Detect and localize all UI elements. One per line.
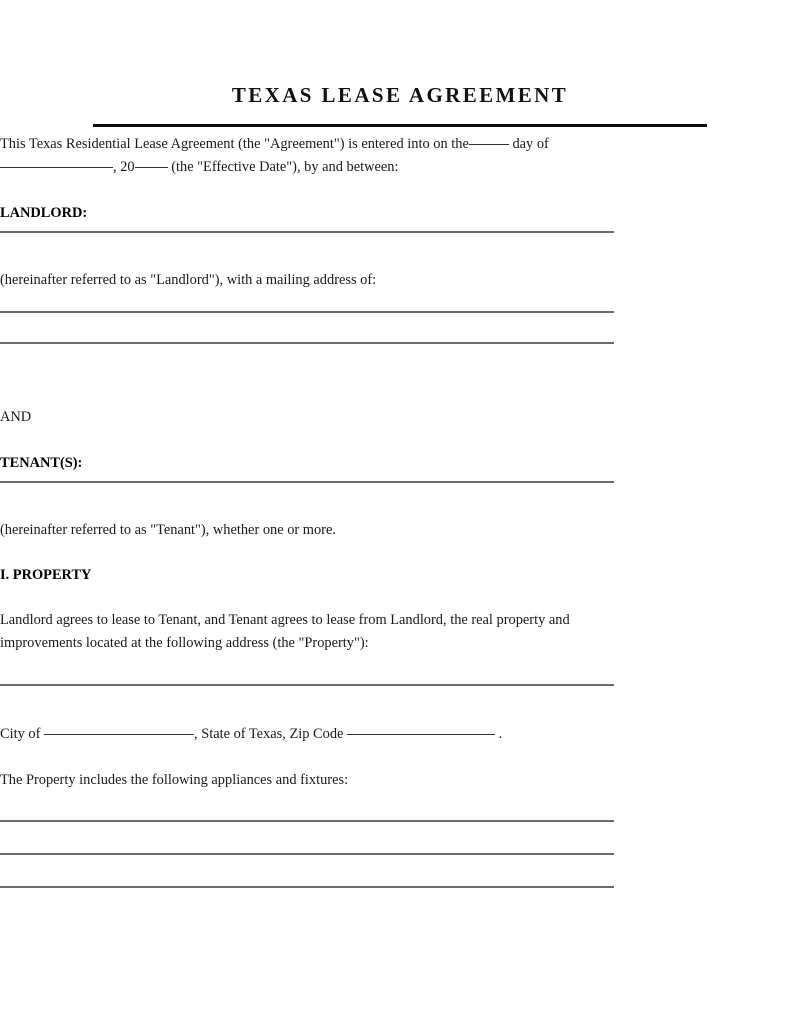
state-zip-label: , State of Texas, Zip Code xyxy=(194,726,344,742)
property-address-blank-line[interactable] xyxy=(0,684,614,686)
city-label: City of xyxy=(0,726,41,742)
property-heading: I. PROPERTY xyxy=(0,567,92,583)
tenant-heading: TENANT(S): xyxy=(0,455,83,471)
day-blank-field[interactable] xyxy=(469,144,509,145)
document-sheet xyxy=(93,0,707,127)
landlord-address-rule-2-wrap xyxy=(0,342,614,344)
tenant-section xyxy=(0,453,614,473)
property-paragraph-line-1: Landlord agrees to lease to Tenant, and Tenant agrees to lease from Landlord, the real property and xyxy=(0,612,570,628)
month-blank-field[interactable] xyxy=(0,167,113,168)
and-conjunction-wrap xyxy=(0,406,614,429)
appliances-rule-2-wrap xyxy=(0,853,614,855)
intro-line-1 xyxy=(0,133,614,156)
landlord-heading: LANDLORD: xyxy=(0,205,88,221)
appliances-label-wrap xyxy=(0,769,614,792)
and-conjunction: AND xyxy=(0,409,32,425)
landlord-address-blank-line-2[interactable] xyxy=(0,342,614,344)
intro-line-2 xyxy=(0,156,614,179)
property-paragraph-line-2: improvements located at the following address (the "Property"): xyxy=(0,635,369,651)
landlord-name-rule-wrap xyxy=(0,231,614,233)
year-blank-field[interactable] xyxy=(135,167,168,168)
appliances-rule-1-wrap xyxy=(0,820,614,822)
intro-line-2-tail: (the "Effective Date"), by and between: xyxy=(171,159,399,175)
property-address-rule-wrap xyxy=(0,684,614,686)
appliances-blank-line-2[interactable] xyxy=(0,853,614,855)
intro-line-1-tail: day of xyxy=(512,136,549,152)
city-input-blank[interactable] xyxy=(44,734,194,735)
landlord-name-blank-line[interactable] xyxy=(0,231,614,233)
landlord-address-rule-1-wrap xyxy=(0,311,614,313)
tenant-hereinafter-text: (hereinafter referred to as "Tenant"), whether one or more. xyxy=(0,522,336,538)
intro-year-prefix: , 20 xyxy=(113,159,135,175)
intro-line-1-text: This Texas Residential Lease Agreement (the "Agreement") is entered into on the xyxy=(0,136,469,152)
appliances-rule-3-wrap xyxy=(0,886,614,888)
tenant-name-rule-wrap xyxy=(0,481,614,483)
appliances-blank-line-3[interactable] xyxy=(0,886,614,888)
property-paragraph xyxy=(0,609,614,655)
landlord-hereinafter-text: (hereinafter referred to as "Landlord"), with a mailing address of: xyxy=(0,272,377,288)
landlord-section xyxy=(0,203,614,223)
landlord-address-blank-line-1[interactable] xyxy=(0,311,614,313)
zip-input-blank[interactable] xyxy=(347,734,495,735)
title-divider xyxy=(93,124,707,127)
city-state-zip-line xyxy=(0,723,614,746)
tenant-hereinafter-wrap xyxy=(0,519,614,542)
appliances-label: The Property includes the following appliances and fixtures: xyxy=(0,772,349,788)
landlord-hereinafter-wrap xyxy=(0,269,614,292)
tenant-name-blank-line[interactable] xyxy=(0,481,614,483)
property-section-heading-wrap xyxy=(0,565,614,585)
appliances-blank-line-1[interactable] xyxy=(0,820,614,822)
page-title: TEXAS LEASE AGREEMENT xyxy=(231,83,569,107)
sentence-period: . xyxy=(498,726,503,742)
intro-paragraph xyxy=(0,133,614,179)
